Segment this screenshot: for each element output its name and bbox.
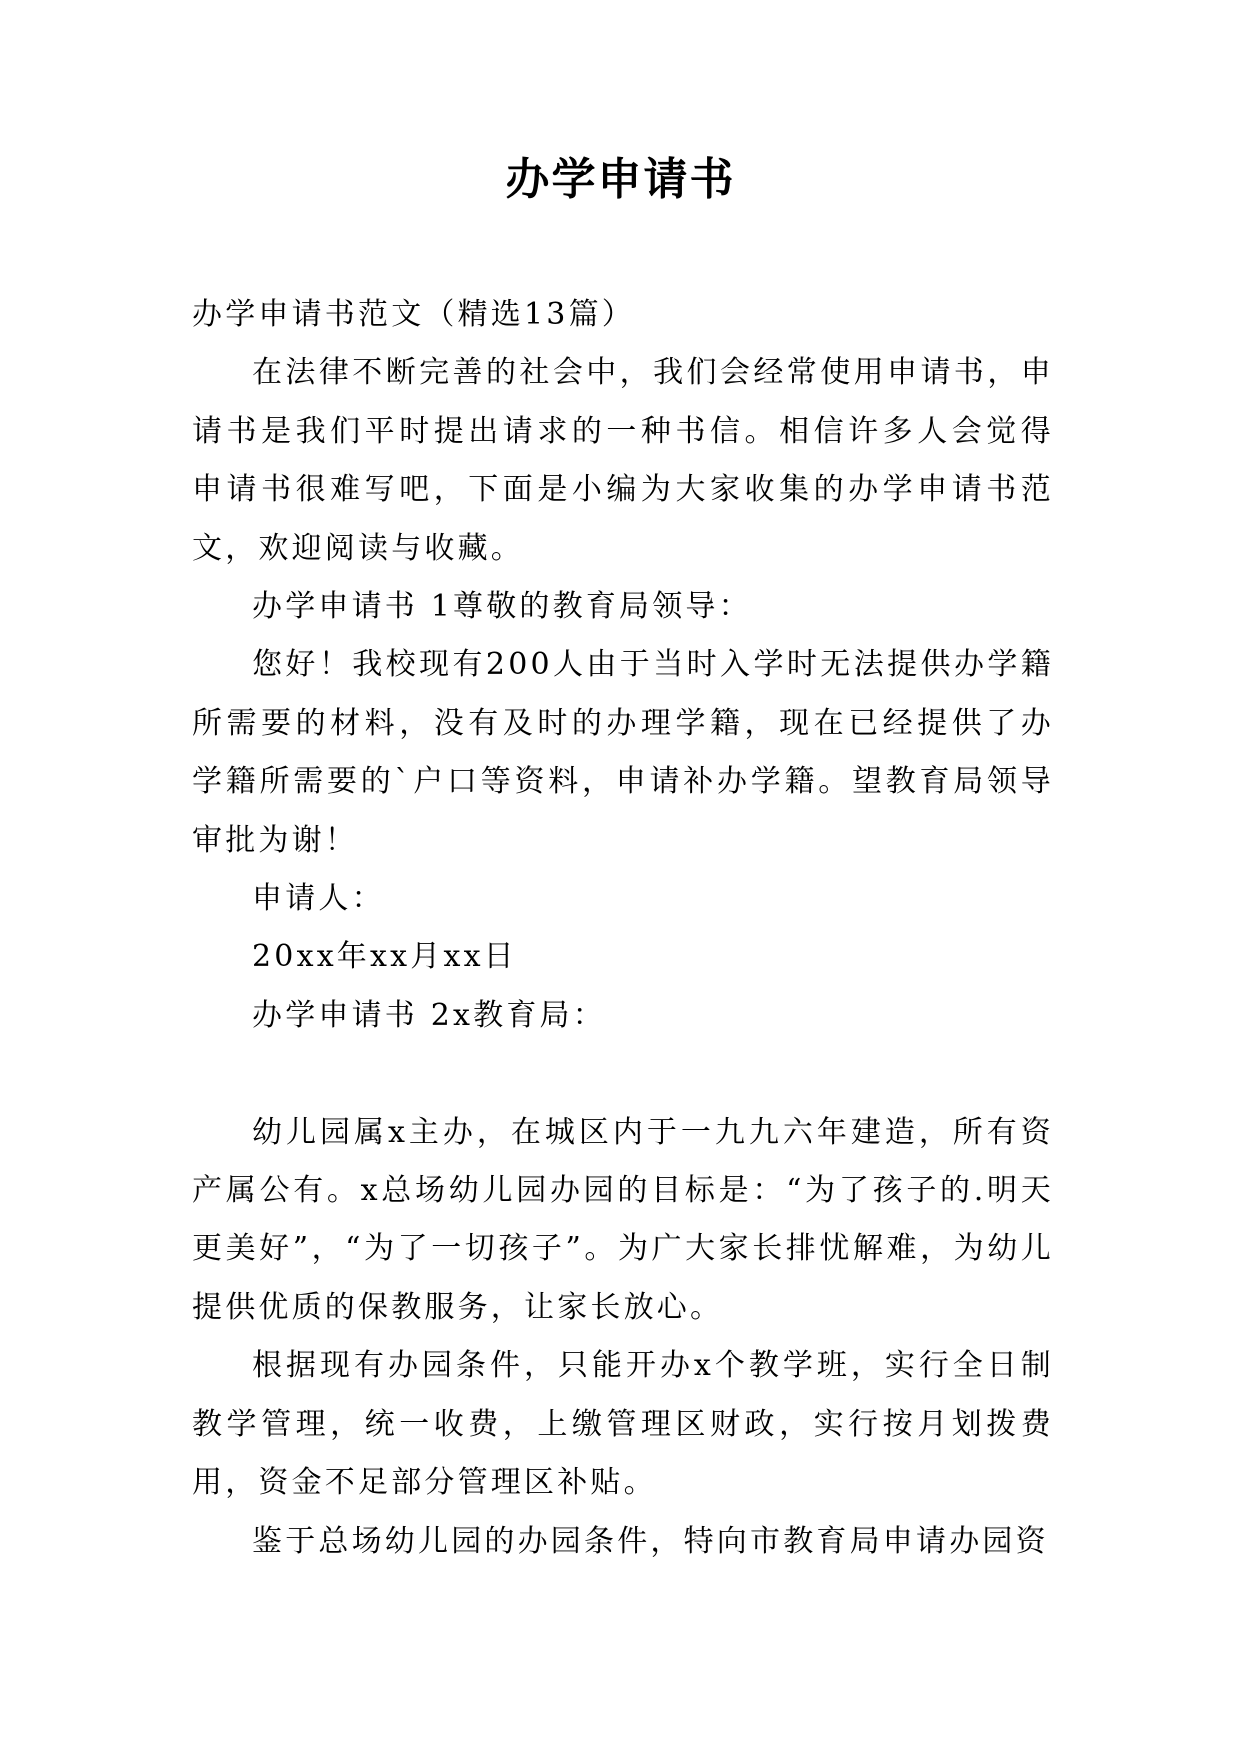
letter-1-heading: 办学申请书 1尊敬的教育局领导： <box>252 589 752 625</box>
date-line: 20xx年xx月xx日 <box>252 939 517 975</box>
document-title: 办学申请书 <box>505 154 736 205</box>
letter-2-paragraph: 幼儿园属x主办，在城区内于一九九六年建造，所有资产属公有。x总场幼儿园办园的目标是：“为了孩子的.明天更美好”，“为了一切孩子”。为广大家长排忧解难，为幼儿提供优质的保教服务，让家长放心。 <box>192 1114 1054 1325</box>
letter-2-paragraph: 根据现有办园条件，只能开办x个教学班，实行全日制教学管理，统一收费，上缴管理区财政，实行按月划拨费用，资金不足部分管理区补贴。 <box>192 1348 1054 1501</box>
document-body <box>192 286 1054 1571</box>
letter-1-body: 您好！我校现有200人由于当时入学时无法提供办学籍所需要的材料，没有及时的办理学籍，现在已经提供了办学籍所需要的`户口等资料，申请补办学籍。望教育局领导审批为谢！ <box>192 647 1054 858</box>
applicant-line: 申请人： <box>252 881 385 917</box>
letter-2-heading: 办学申请书 2x教育局： <box>252 997 606 1033</box>
subtitle-paragraph: 办学申请书范文（精选13篇） <box>192 297 635 332</box>
letter-2-paragraph: 鉴于总场幼儿园的办园条件，特向市教育局申请办园资 <box>252 1523 1049 1559</box>
intro-paragraph: 在法律不断完善的社会中，我们会经常使用申请书，申请书是我们平时提出请求的一种书信。相信许多人会觉得申请书很难写吧，下面是小编为大家收集的办学申请书范文，欢迎阅读与收藏。 <box>192 355 1054 566</box>
